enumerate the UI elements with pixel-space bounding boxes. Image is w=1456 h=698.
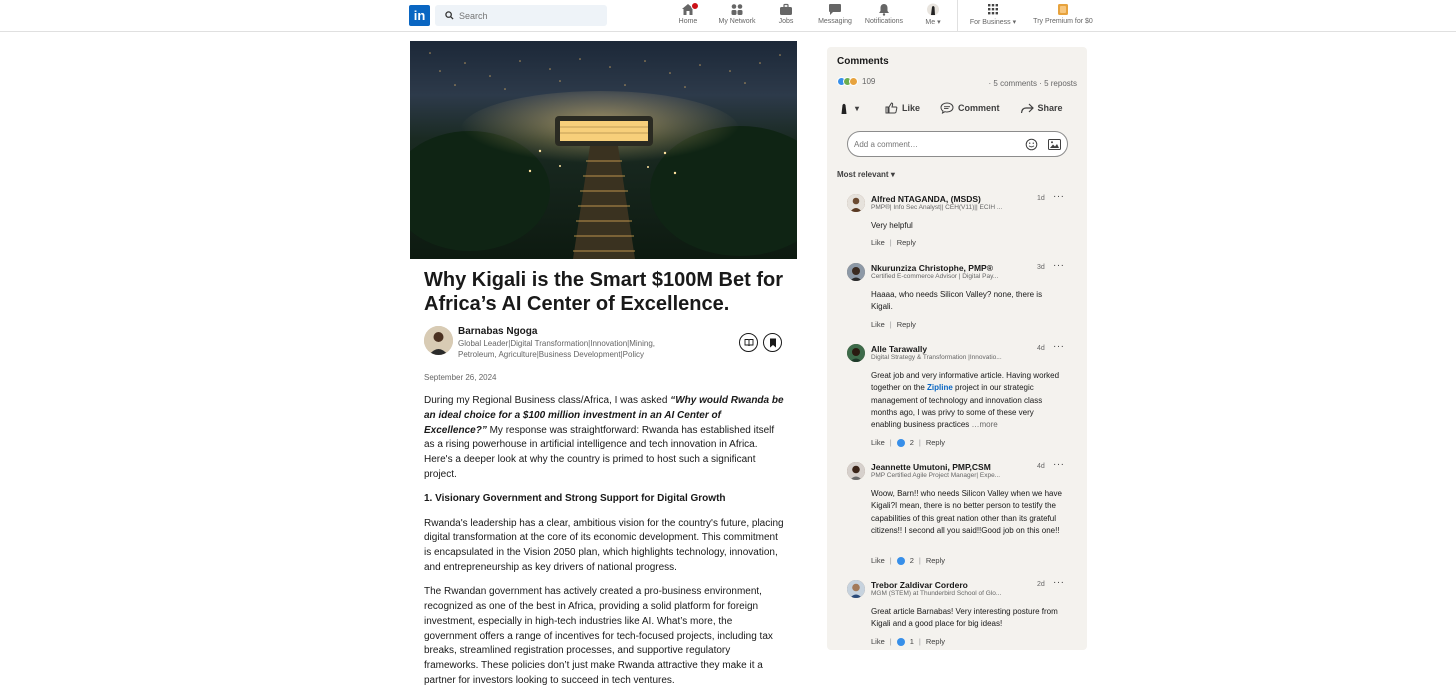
comment-reply-button[interactable]: Reply [925,637,946,646]
like-reaction-icon [897,557,905,565]
nav-notifications-label: Notifications [864,18,904,25]
bell-icon [877,3,891,16]
commenter-headline: Certified E-commerce Advisor | Digital Pay... [871,273,999,280]
chevron-down-icon: ▾ [890,170,895,179]
emoji-icon[interactable] [1025,138,1038,151]
reader-mode-button[interactable] [739,333,758,352]
article-cover-image [410,41,797,259]
like-count[interactable]: 2 [909,556,914,565]
paragraph: Rwanda's leadership has a clear, ambitious vision for the country's future, placing digital transformation at the core of its economic development. This commitment is encapsulated in the Vision 2050 plan, which highlights technology, innovation, and entrepreneurship as key drivers of national progress. [424,517,784,573]
nav-my-network[interactable] [714,3,760,25]
nav-home-label: Home [678,18,698,25]
nav-try-premium[interactable] [1028,3,1098,25]
commenter-name[interactable]: Alle Tarawally [871,344,928,354]
bookmark-icon [769,338,777,348]
actor-switcher[interactable] [837,101,859,115]
insightful-reaction-icon [849,77,858,86]
like-count[interactable]: 1 [909,637,914,646]
section-heading: 1. Visionary Government and Strong Support for Digital Growth [424,493,726,505]
comment-time: 4d [1037,345,1045,352]
book-icon [744,338,754,347]
commenter-name[interactable]: Nkurunziza Christophe, PMP® [871,263,993,273]
commenter-avatar[interactable] [847,194,865,212]
grid-icon [986,3,1000,16]
search-icon [445,11,454,20]
nav-messaging[interactable] [814,3,856,25]
nav-notifications[interactable] [860,3,908,25]
author-name[interactable]: Barnabas Ngoga [458,326,538,337]
more-options-icon[interactable]: ··· [1053,260,1065,271]
nav-divider [957,0,958,32]
author-avatar[interactable] [424,326,453,355]
comment-input[interactable] [854,140,1025,149]
search-bar[interactable] [435,5,607,26]
comment-actions: Like | Reply [871,320,916,329]
comment-text: Haaaa, who needs Silicon Valley? none, there is Kigali. [871,290,1043,312]
comment-text: Very helpful [871,221,913,230]
comment-text: Great job and very informative article. Having worked together on the Zipline project in our strategic management of technology and innovation class months ago, I was privy to some of these very enabling business practices …more [871,371,1060,430]
commenter-avatar[interactable] [847,462,865,480]
commenter-headline: PMP®| Info Sec Analyst|| CEH(V11)|| ECIH ... [871,204,1003,211]
comment-repost-stats[interactable]: · 5 comments · 5 reposts [988,79,1077,88]
top-nav-bar [0,0,1456,32]
reaction-count: 109 [862,77,876,86]
linkedin-logo[interactable]: in [409,5,430,26]
comment-actions: Like | 2 | Reply [871,556,946,565]
like-reaction-icon [897,638,905,646]
commenter-name[interactable]: Jeannette Umutoni, PMP,CSM [871,462,991,472]
reactions-summary[interactable] [837,77,875,86]
network-icon [730,3,744,16]
commenter-headline: Digital Strategy & Transformation |Innovatio... [871,354,1002,361]
kigali-night-scene [410,41,797,259]
nav-messaging-label: Messaging [818,18,852,25]
nav-me[interactable] [920,3,946,26]
chevron-down-icon: ▾ [855,103,860,113]
commenter-avatar[interactable] [847,580,865,598]
comment-icon [940,102,954,114]
article-title: Why Kigali is the Smart $100M Bet for Africa’s AI Center of Excellence. [424,269,783,315]
jobs-icon [779,3,793,16]
commenter-name[interactable]: Trebor Zaldivar Cordero [871,580,968,590]
comment-like-button[interactable]: Like [871,637,885,646]
like-reaction-icon [897,439,905,447]
comment-like-button[interactable]: Like [871,238,885,247]
comment-text: Woow, Barn!! who needs Silicon Valley when we have Kigali?I mean, there is no better person to testify the capabilities of this great nation other than its grateful citizens!! I second all you said!!Good job on this one!! [871,489,1062,535]
comment-like-button[interactable]: Like [871,320,885,329]
nav-for-business[interactable] [964,3,1022,26]
nav-home[interactable] [676,3,700,25]
chevron-down-icon: ▾ [935,19,941,26]
nav-jobs-label: Jobs [778,18,794,25]
nav-jobs[interactable] [775,3,797,25]
comment-reply-button[interactable]: Reply [896,238,916,247]
share-button[interactable]: Share [1020,103,1063,114]
thumbs-up-icon [885,102,898,114]
comment-time: 3d [1037,264,1045,271]
comment-text: Great article Barnabas! Very interesting posture from Kigali and a good place for big ideas! [871,607,1058,629]
comment-reply-button[interactable]: Reply [925,556,946,565]
commenter-headline: MGM (STEM) at Thunderbird School of Glo... [871,590,1002,597]
paragraph: The Rwandan government has actively created a pro-business environment, recognized as one of the best in Africa, providing a solid platform for foreign investment, especially in high-tech industries like AI. What’s more, the government offers a range of incentives for tech-focused projects, including tax breaks, streamlined registration processes, and supportive regulatory frameworks. These policies don’t just make Rwanda attractive they make it a partner for investors looking to succeed in tech ventures. [424,586,773,687]
commenter-avatar[interactable] [847,263,865,281]
search-input[interactable] [459,11,599,21]
chevron-down-icon: ▾ [1010,19,1017,26]
nav-try-premium-label: Try Premium for $0 [1033,18,1093,25]
more-options-icon[interactable]: ··· [1053,459,1065,470]
nav-for-business-label: For Business [969,19,1011,26]
comment-time: 2d [1037,581,1045,588]
nav-me-label: Me [925,19,936,26]
add-comment-box[interactable] [847,131,1068,157]
share-arrow-icon [1020,103,1034,114]
more-options-icon[interactable]: ··· [1053,191,1065,202]
save-article-button[interactable] [763,333,782,352]
comment-like-button[interactable]: Like [871,438,885,447]
sort-dropdown[interactable]: Most relevant ▾ [837,170,895,179]
comment-like-button[interactable]: Like [871,556,885,565]
paragraph-intro: During my Regional Business class/Africa, I was asked “Why would Rwanda be an ideal choice for a $100 million investment in an AI Center of Excellence?” My response was straightforward: Rwanda has established itself as a rising powerhouse in artificial intelligence and tech innovation in Africa. Here's a deeper look at why the country is primed to host such a significant project. [424,395,784,480]
more-options-icon[interactable]: ··· [1053,577,1065,588]
like-count[interactable]: 2 [909,438,914,447]
author-headline: Global Leader|Digital Transformation|Innovation|Mining, Petroleum, Agriculture|Business Development|Policy [458,339,656,359]
comments-title: Comments [837,56,889,67]
mention-link[interactable]: Zipline [927,383,953,393]
messaging-icon [828,3,842,16]
comment-actions: Like | 1 | Reply [871,637,946,646]
comment-button[interactable]: Comment [940,102,1000,114]
avatar [837,101,851,115]
comments-panel [827,47,1087,650]
comment-time: 1d [1037,195,1045,202]
publish-date: September 26, 2024 [424,373,497,382]
commenter-avatar[interactable] [847,344,865,362]
comment-time: 4d [1037,463,1045,470]
nav-my-network-label: My Network [718,18,756,25]
commenter-name[interactable]: Alfred NTAGANDA, (MSDS) [871,194,981,204]
see-more-link[interactable]: …more [971,420,998,430]
premium-icon [1056,3,1070,16]
comment-reply-button[interactable]: Reply [925,438,946,447]
comment-actions: Like | 2 | Reply [871,438,946,447]
image-icon[interactable] [1048,139,1061,150]
post-actions [837,101,1077,115]
article-body [424,394,784,698]
comment-actions: Like | Reply [871,238,916,247]
notification-badge [691,2,699,10]
comment-reply-button[interactable]: Reply [896,320,916,329]
commenter-headline: PMP Certified Agile Project Manager| Expe... [871,472,1001,479]
avatar [926,3,940,16]
more-options-icon[interactable]: ··· [1053,341,1065,352]
like-button[interactable]: Like [885,102,920,114]
